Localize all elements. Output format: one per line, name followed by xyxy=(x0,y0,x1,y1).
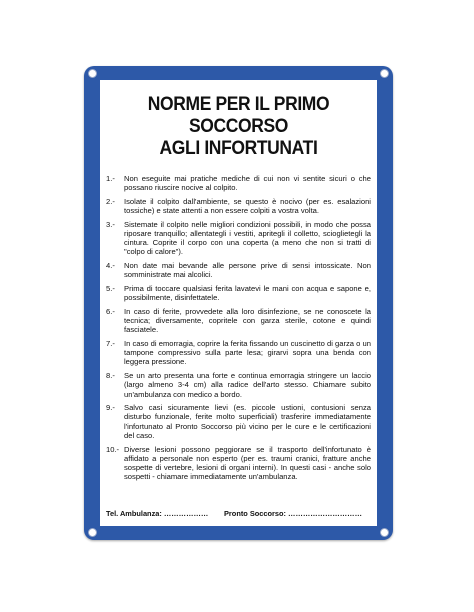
rule-item xyxy=(106,261,371,279)
rule-number: 7.- xyxy=(106,339,115,349)
sign-footer xyxy=(106,509,373,518)
title-line-1: NORME PER IL PRIMO SOCCORSO xyxy=(147,94,330,137)
rule-text: Non date mai bevande alle persone prive di sensi intossicate. Non somministrate mai alcolici. xyxy=(124,261,371,280)
rule-item xyxy=(106,403,371,440)
sign-title xyxy=(111,94,366,160)
rule-text: In caso di ferite, provvedete alla loro disinfezione, se ne conoscete la tecnica; diversamente, copritele con garza sterile, cotone e quindi fasciatele. xyxy=(124,306,371,335)
mounting-hole xyxy=(88,528,97,537)
rule-text: In caso di emorragia, coprire la ferita fissando un cuscinetto di garza o un tampone compressivo sulla parte lesa; girarvi sopra una benda con leggera pressione. xyxy=(124,339,371,367)
rule-item xyxy=(106,284,371,302)
rule-text: Prima di toccare qualsiasi ferita lavatevi le mani con acqua e sapone e, possibilmente, disinfettatele. xyxy=(124,284,371,303)
rule-text: Se un arto presenta una forte e continua emorragia stringere un laccio (largo almeno 3-4 cm) alla radice dell'arto stesso. Chiamare subito un'ambulanza con medico a bordo. xyxy=(124,371,371,399)
mounting-hole xyxy=(380,69,389,78)
rule-text: Salvo casi sicuramente lievi (es. piccole ustioni, contusioni senza disturbo funzionale, ferite molto superficiali) trasferire immediatamente l'infortunato al Pronto Soccorso più vicino per le cure e le certificazioni del caso. xyxy=(124,403,371,440)
rule-text: Non eseguite mai pratiche mediche di cui non vi sentite sicuri o che possano riuscire nocive al colpito. xyxy=(124,174,371,193)
rule-number: 5.- xyxy=(106,284,115,294)
ambulance-phone: Tel. Ambulanza: ……………… xyxy=(106,509,209,518)
rule-number: 3.- xyxy=(106,219,115,229)
rule-item xyxy=(106,174,371,192)
rule-number: 1.- xyxy=(106,174,115,183)
rule-number: 9.- xyxy=(106,403,115,413)
rule-number: 4.- xyxy=(106,261,115,271)
rule-number: 10.- xyxy=(106,444,120,454)
rule-number: 6.- xyxy=(106,306,115,316)
title-line-2: AGLI INFORTUNATI xyxy=(159,138,318,159)
rule-item xyxy=(106,371,371,399)
mounting-hole xyxy=(380,528,389,537)
rule-text: Isolate il colpito dall'ambiente, se questo è nocivo (per es. esalazioni tossiche) e state attenti a non essere colpiti a vostra volta. xyxy=(124,196,371,216)
rule-number: 2.- xyxy=(106,196,115,206)
rule-item xyxy=(106,220,371,257)
rule-text: Sistemate il colpito nelle migliori condizioni possibili, in modo che possa riposare tranquillo; allentategli i vestiti, apritegli il colletto, scioglietegli la cintura. Coprite il corpo con una coperta (a meno che non si tratti di "colpo di calore"). xyxy=(124,219,371,257)
rule-item xyxy=(106,197,371,215)
safety-sign xyxy=(84,66,393,540)
rule-item xyxy=(106,307,371,335)
rule-item xyxy=(106,445,371,482)
mounting-hole xyxy=(88,69,97,78)
rule-text: Diverse lesioni possono peggiorare se il trasporto dell'infortunato è affidato a personale non esperto (per es. traumi cranici, fratture anche sospette di vertebre, lesioni di organi interni). In questi casi - anche solo sospetti - chiamare immediatamente un'ambulanza. xyxy=(124,444,371,482)
first-aid-phone: Pronto Soccorso: ………………………… xyxy=(224,509,362,518)
rules-list xyxy=(106,174,371,481)
sign-panel xyxy=(100,80,377,526)
rule-item xyxy=(106,339,371,367)
rule-number: 8.- xyxy=(106,371,115,381)
